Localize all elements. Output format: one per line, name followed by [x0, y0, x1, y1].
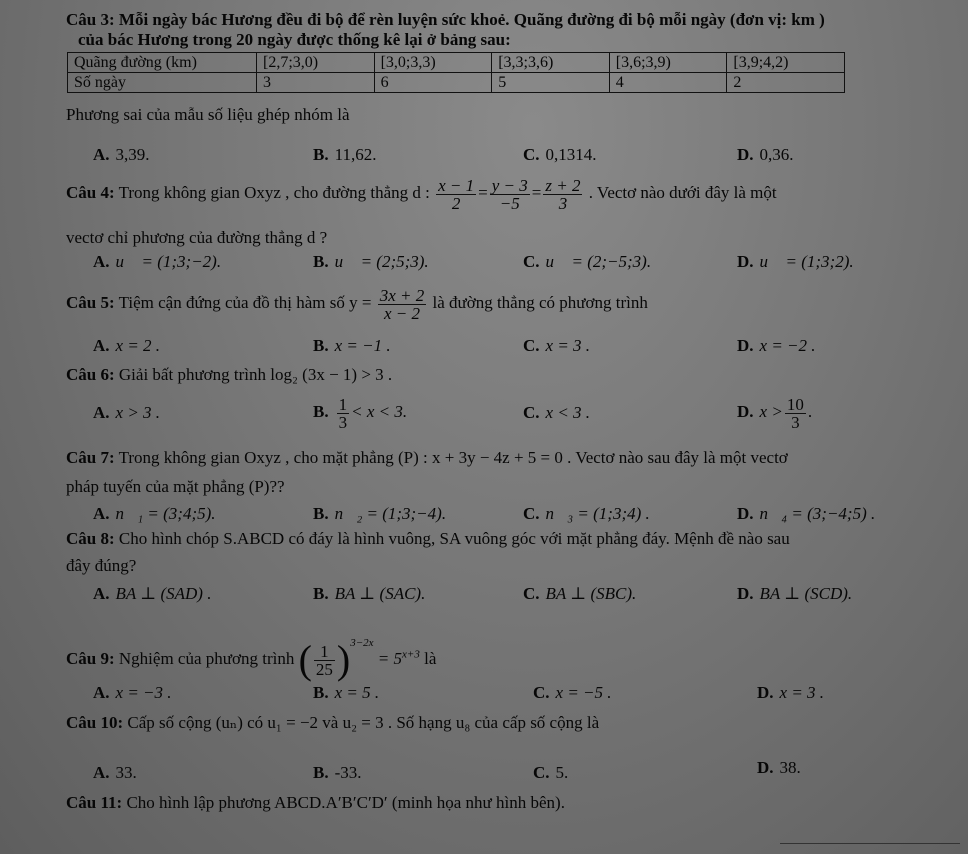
q9-option-c[interactable]: C. x = −5 .: [533, 683, 612, 702]
q8-line1: Câu 8: Cho hình chóp S.ABCD có đáy là hình vuông, SA vuông góc với mặt phẳng đáy. Mệnh đề nào sau: [66, 529, 790, 548]
q5-stem: Câu 5: Tiệm cận đứng của đồ thị hàm số y = $\frac{3x + 2}{x - 2}$ là đường thẳng có phương trình: [66, 285, 648, 323]
q6-option-a[interactable]: A. x > 3 .: [93, 403, 161, 422]
q7-line2: pháp tuyến của mặt phẳng (P)??: [66, 477, 285, 496]
table-row-distance: [68, 53, 845, 73]
q4-option-b[interactable]: B. u⃗ = (2;5;3).: [313, 252, 429, 271]
table-cell: [3,0;3,3): [374, 53, 492, 73]
q8-option-c[interactable]: C. BA ⊥ (SBC).: [523, 584, 637, 603]
q8-line2: đây đúng?: [66, 556, 137, 575]
table-header-days: Số ngày: [68, 73, 257, 93]
table-cell: [3,6;3,9): [609, 53, 727, 73]
q9-option-a[interactable]: A. x = −3 .: [93, 683, 172, 702]
q4-option-c[interactable]: C. u⃗ = (2;−5;3).: [523, 252, 652, 271]
table-row-days: [68, 73, 845, 93]
q3-option-c[interactable]: C. 0,1314.: [523, 145, 597, 164]
table-cell: 5: [492, 73, 610, 93]
page-divider: [780, 843, 960, 844]
q5-option-c[interactable]: C. x = 3 .: [523, 336, 591, 355]
q6-option-d[interactable]: D. x > $\frac{10}{3}$ .: [737, 394, 813, 432]
table-cell: [3,9;4,2): [727, 53, 845, 73]
q6-option-b[interactable]: B. $\frac{1}{3}$ < x < 3.: [313, 394, 408, 432]
q3-option-a[interactable]: A. 3,39.: [93, 145, 150, 164]
q10-option-d[interactable]: D. 38.: [757, 758, 801, 777]
table-cell: 6: [374, 73, 492, 93]
q5-option-d[interactable]: D. x = −2 .: [737, 336, 816, 355]
q7-option-b[interactable]: B. n⃗₂ = (1;3;−4).: [313, 504, 447, 523]
q10-option-b[interactable]: B. -33.: [313, 763, 362, 782]
q7-option-d[interactable]: D. n⃗₄ = (3;−4;5) .: [737, 504, 876, 523]
q10-stem: Câu 10: Cấp số cộng (uₙ) có u₁ = −2 và u₂ = 3 . Số hạng u₈ của cấp số cộng là: [66, 713, 600, 732]
q10-option-c[interactable]: C. 5.: [533, 763, 569, 782]
q3-option-d[interactable]: D. 0,36.: [737, 145, 794, 164]
q4-frac-z: $\frac{z + 2}{3}$: [545, 175, 581, 213]
q4-frac-y: $\frac{y - 3}{-5}$: [491, 175, 528, 213]
table-cell: [2,7;3,0): [257, 53, 375, 73]
q5-option-b[interactable]: B. x = −1 .: [313, 336, 391, 355]
q7-line1: Câu 7: Trong không gian Oxyz , cho mặt phẳng (P) : x + 3y − 4z + 5 = 0 . Vectơ nào sau đây là một vectơ: [66, 448, 788, 467]
q4-stem: Câu 4: Trong không gian Oxyz , cho đường thẳng d : $\frac{x - 1}{2}$ = $\frac{y - 3}{-5}$ = $\frac{z + 2}{3}$ . Vectơ nào dưới đây là một: [66, 175, 777, 213]
q3-line2: của bác Hương trong 20 ngày được thống kê lại ở bảng sau:: [78, 30, 511, 49]
q4-option-a[interactable]: A. u⃗ = (1;3;−2).: [93, 252, 222, 271]
q7-option-a[interactable]: A. n⃗₁ = (3;4;5).: [93, 504, 216, 523]
q9-option-b[interactable]: B. x = 5 .: [313, 683, 380, 702]
table-cell: 4: [609, 73, 727, 93]
q9-frac: $\frac{1}{25}$: [315, 641, 333, 679]
q8-option-d[interactable]: D. BA ⊥ (SCD).: [737, 584, 853, 603]
q4-frac-x: $\frac{x - 1}{2}$: [438, 175, 475, 213]
table-cell: [3,3;3,6): [492, 53, 610, 73]
q9-option-d[interactable]: D. x = 3 .: [757, 683, 825, 702]
q11-stem: Câu 11: Cho hình lập phương ABCD.A′B′C′D′ (minh họa như hình bên).: [66, 793, 565, 812]
q6-option-c[interactable]: C. x < 3 .: [523, 403, 591, 422]
q7-option-c[interactable]: C. n⃗₃ = (1;3;4) .: [523, 504, 650, 523]
q3-option-b[interactable]: B. 11,62.: [313, 145, 377, 164]
q6-stem: Câu 6: Giải bất phương trình log₂ (3x − 1) > 3 .: [66, 365, 393, 384]
q9-stem: Câu 9: Nghiệm của phương trình ( $\frac{1}{25}$ )$^{3-2x} = 5^{x+3}$ là: [66, 637, 437, 683]
q4-option-d[interactable]: D. u⃗ = (1;3;2).: [737, 252, 854, 271]
table-cell: 3: [257, 73, 375, 93]
table-header-distance: Quãng đường (km): [68, 53, 257, 73]
q5-option-a[interactable]: A. x = 2 .: [93, 336, 161, 355]
table-cell: 2: [727, 73, 845, 93]
q8-option-b[interactable]: B. BA ⊥ (SAC).: [313, 584, 426, 603]
q5-frac: $\frac{3x + 2}{x - 2}$: [379, 285, 425, 323]
frequency-table: [67, 52, 845, 93]
q10-option-a[interactable]: A. 33.: [93, 763, 137, 782]
q3-line1: Câu 3: Mỗi ngày bác Hương đều đi bộ để rèn luyện sức khoẻ. Quãng đường đi bộ mỗi ngày (đơn vị: km ): [66, 10, 825, 29]
q3-prompt: Phương sai của mẫu số liệu ghép nhóm là: [66, 105, 350, 124]
q8-option-a[interactable]: A. BA ⊥ (SAD) .: [93, 584, 212, 603]
q4-line2: vectơ chỉ phương của đường thẳng d ?: [66, 228, 328, 247]
